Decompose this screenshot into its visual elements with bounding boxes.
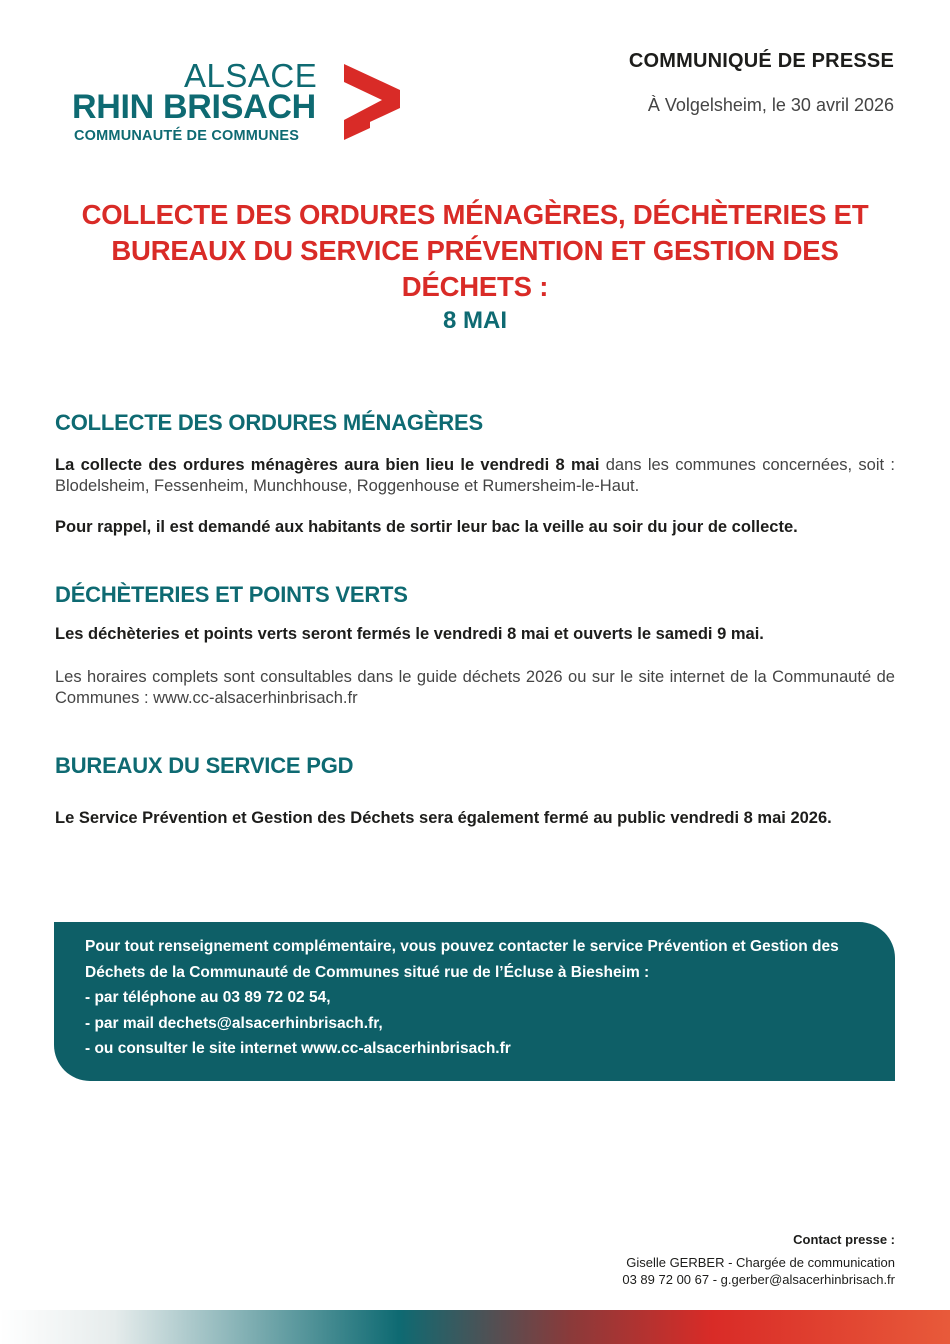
decheteries-paragraph-1: Les déchèteries et points verts seront fermés le vendredi 8 mai et ouverts le samedi 9 mai.	[55, 625, 764, 643]
section-heading-decheteries: DÉCHÈTERIES ET POINTS VERTS	[55, 582, 408, 607]
press-release-date: À Volgelsheim, le 30 avril 2026	[647, 95, 894, 115]
collecte-paragraph-1-rest: dans les communes concernées, soit : Blodelsheim, Fessenheim, Munchhouse, Roggenhouse et Rumersheim-le-Haut.	[55, 456, 895, 495]
bureaux-paragraph-1: Le Service Prévention et Gestion des Déchets sera également fermé au public vendredi 8 mai 2026.	[55, 809, 832, 827]
section-heading-bureaux: BUREAUX DU SERVICE PGD	[55, 753, 354, 778]
press-contact-person: Giselle GERBER - Chargée de communication	[626, 1255, 895, 1270]
press-release-label: COMMUNIQUÉ DE PRESSE	[628, 50, 894, 72]
logo-line-communaute: COMMUNAUTÉ DE COMMUNES	[74, 128, 300, 144]
collecte-paragraph-1	[55, 455, 895, 497]
logo-line-alsace: ALSACE	[184, 57, 318, 94]
footer-gradient-bar	[0, 1310, 950, 1344]
press-contact-label: Contact presse :	[793, 1232, 895, 1247]
info-box-email: - par mail dechets@alsacerhinbrisach.fr,	[85, 1014, 383, 1032]
logo-line-rhin-brisach: RHIN BRISACH	[72, 88, 316, 126]
collecte-paragraph-2: Pour rappel, il est demandé aux habitants de sortir leur bac la veille au soir du jour de collecte.	[55, 518, 798, 536]
decheteries-paragraph-2: Les horaires complets sont consultables dans le guide déchets 2026 ou sur le site internet de la Communauté de Communes : www.cc-alsacerhinbrisach.fr	[55, 668, 895, 707]
logo-chevron-icon	[340, 62, 402, 144]
press-contact-details: 03 89 72 00 67 - g.gerber@alsacerhinbrisach.fr	[622, 1272, 895, 1287]
info-box-website: - ou consulter le site internet www.cc-alsacerhinbrisach.fr	[85, 1040, 511, 1057]
title-line-1: COLLECTE DES ORDURES MÉNAGÈRES, DÉCHÈTERIES ET	[81, 199, 869, 230]
section-heading-collecte: COLLECTE DES ORDURES MÉNAGÈRES	[55, 410, 483, 435]
title-date: 8 MAI	[442, 307, 507, 334]
info-box-intro: Pour tout renseignement complémentaire, vous pouvez contacter le service Prévention et Gestion des Déchets de la Communauté de Communes situé rue de l’Écluse à Biesheim :	[85, 938, 839, 981]
info-box	[54, 922, 895, 1081]
collecte-paragraph-1-bold: La collecte des ordures ménagères aura bien lieu le vendredi 8 mai	[55, 456, 600, 474]
info-box-text	[85, 934, 885, 1062]
title-line-3: DÉCHETS :	[401, 271, 549, 302]
organization-logo	[72, 58, 407, 150]
title-line-2: BUREAUX DU SERVICE PRÉVENTION ET GESTION DES	[111, 235, 839, 266]
press-contact	[622, 1231, 895, 1288]
info-box-phone: - par téléphone au 03 89 72 02 54,	[85, 989, 331, 1006]
page-title	[60, 197, 890, 305]
